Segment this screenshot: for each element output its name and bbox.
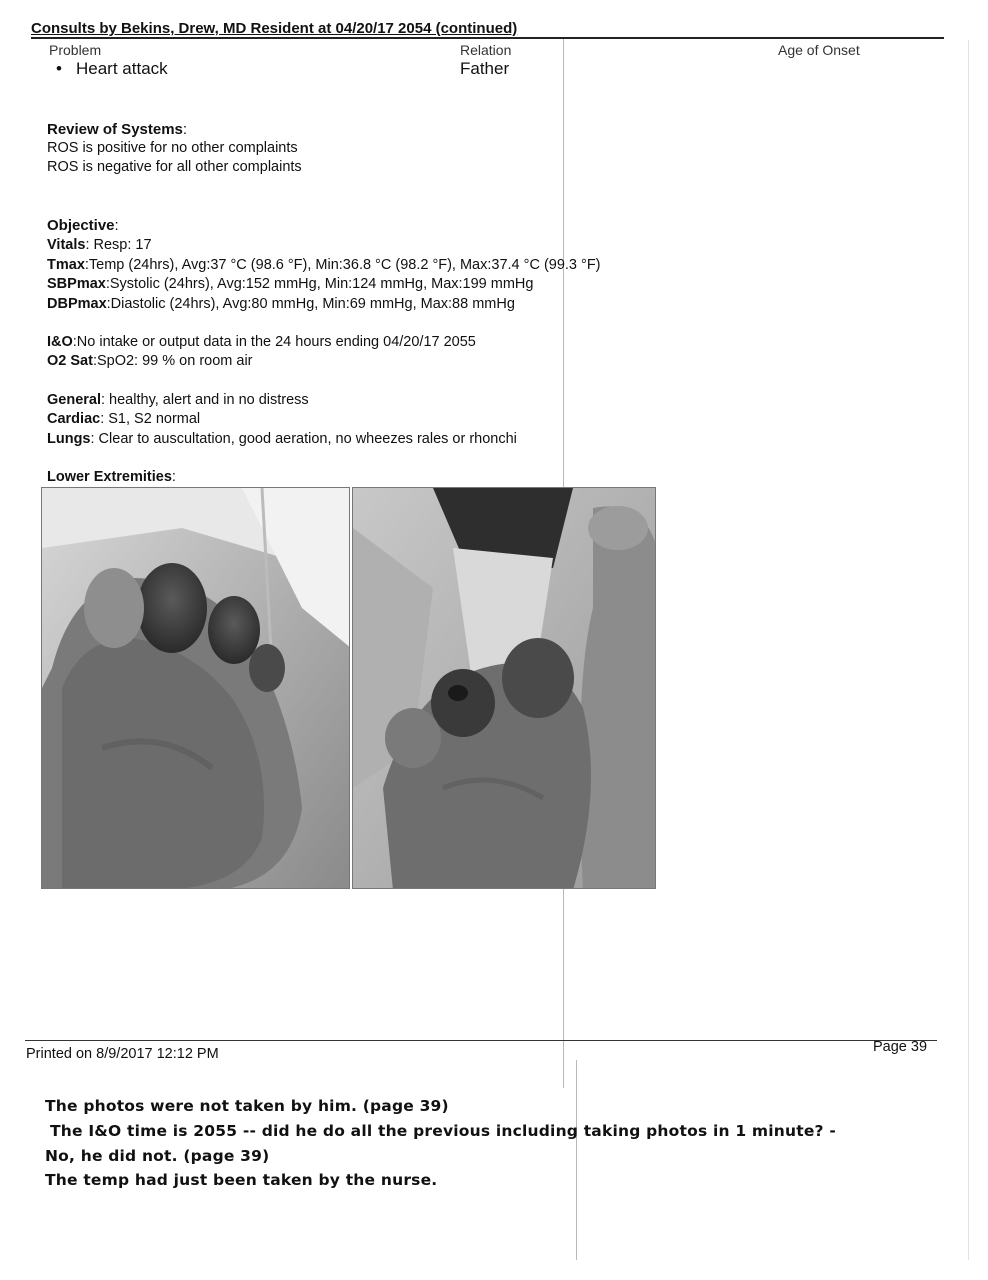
scan-artifact-line xyxy=(576,1060,577,1260)
column-header-age-of-onset: Age of Onset xyxy=(778,42,860,58)
foot-photo-right xyxy=(352,487,656,889)
annotation-line-3: No, he did not. (page 39) xyxy=(45,1147,270,1165)
annotation-line-4: The temp had just been taken by the nurse. xyxy=(45,1171,438,1189)
printed-on-text: Printed on 8/9/2017 12:12 PM xyxy=(26,1046,219,1062)
ros-negative-line: ROS is negative for all other complaints xyxy=(47,159,302,175)
footer-divider xyxy=(25,1040,937,1041)
header-divider xyxy=(31,37,944,39)
tmax-line: Tmax:Temp (24hrs), Avg:37 °C (98.6 °F), Min:36.8 °C (98.2 °F), Max:37.4 °C (99.3 °F) xyxy=(47,257,601,273)
annotation-line-2: The I&O time is 2055 -- did he do all the previous including taking photos in 1 minute? - xyxy=(50,1122,836,1140)
objective-heading: Objective: xyxy=(47,217,119,234)
relation-value: Father xyxy=(460,59,510,78)
column-header-relation: Relation xyxy=(460,42,512,58)
page-header-title: Consults by Bekins, Drew, MD Resident at 04/20/17 2054 (continued) xyxy=(31,20,518,37)
general-exam-line: General: healthy, alert and in no distress xyxy=(47,392,309,408)
column-header-problem: Problem xyxy=(49,42,102,58)
scan-artifact-line xyxy=(968,40,969,1260)
bullet-icon: • xyxy=(56,59,62,78)
problem-value: Heart attack xyxy=(76,59,168,78)
sbp-line: SBPmax:Systolic (24hrs), Avg:152 mmHg, Min:124 mmHg, Max:199 mmHg xyxy=(47,276,534,292)
dbp-line: DBPmax:Diastolic (24hrs), Avg:80 mmHg, Min:69 mmHg, Max:88 mmHg xyxy=(47,296,515,312)
foot-photo-left xyxy=(41,487,350,889)
lower-extremities-heading: Lower Extremities: xyxy=(47,469,176,485)
ros-positive-line: ROS is positive for no other complaints xyxy=(47,140,298,156)
lungs-exam-line: Lungs: Clear to auscultation, good aeration, no wheezes rales or rhonchi xyxy=(47,431,517,447)
intake-output-line: I&O:No intake or output data in the 24 hours ending 04/20/17 2055 xyxy=(47,334,476,350)
cardiac-exam-line: Cardiac: S1, S2 normal xyxy=(47,411,201,427)
review-of-systems-heading: Review of Systems: xyxy=(47,121,188,138)
page-number: Page 39 xyxy=(873,1039,928,1055)
table-row xyxy=(56,59,168,79)
vitals-line: Vitals: Resp: 17 xyxy=(47,237,152,253)
annotation-line-1: The photos were not taken by him. (page 39) xyxy=(45,1097,449,1115)
o2-sat-line: O2 Sat:SpO2: 99 % on room air xyxy=(47,353,253,369)
